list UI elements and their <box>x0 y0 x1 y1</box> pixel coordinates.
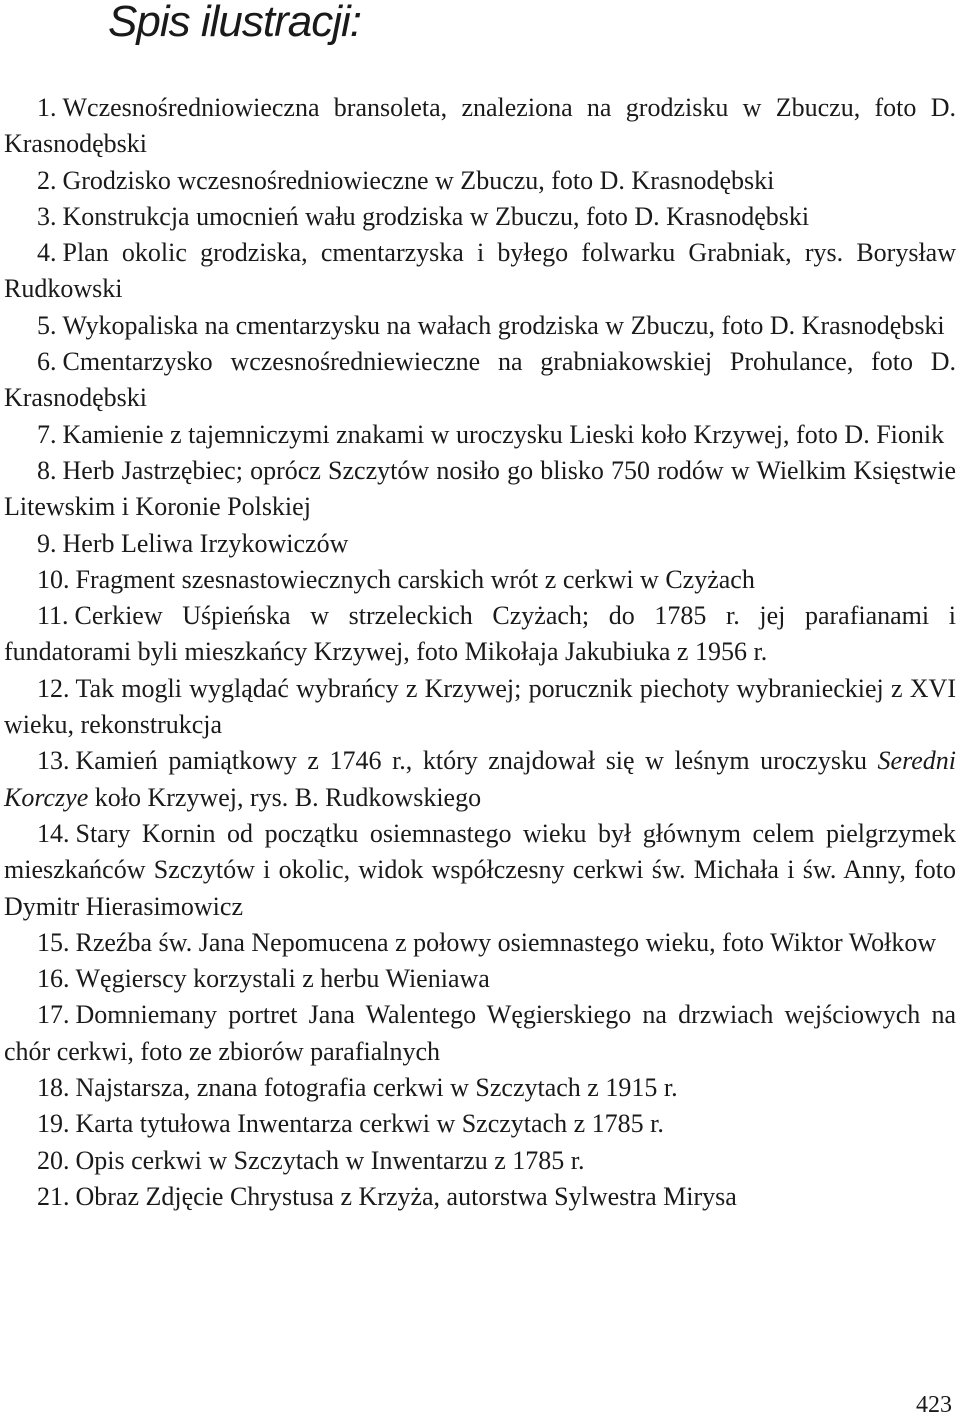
list-item <box>4 90 956 163</box>
item-number: 10. <box>37 564 70 594</box>
item-number: 4. <box>37 238 57 268</box>
item-number: 21. <box>37 1181 70 1211</box>
item-text-after: koło Krzywej, rys. B. Rudkowskiego <box>88 782 482 812</box>
list-item <box>4 235 956 308</box>
item-number: 9. <box>37 528 57 558</box>
list-item <box>4 526 956 562</box>
item-number: 5. <box>37 310 57 340</box>
item-text: Stary Kornin od początku osiemnastego wieku był głównym celem pielgrzymek mieszkańców Szczytów i okolic, widok współczesny cerkwi św. Michała i św. Anny, foto Dymitr Hierasimowicz <box>4 818 956 921</box>
list-item <box>4 671 956 744</box>
list-item <box>4 344 956 417</box>
list-item <box>4 163 956 199</box>
item-text: Najstarsza, znana fotografia cerkwi w Szczytach z 1915 r. <box>75 1073 678 1103</box>
item-number: 12. <box>37 673 70 703</box>
item-text: Plan okolic grodziska, cmentarzyska i byłego folwarku Grabniak, rys. Borysław Rudkowski <box>4 238 956 304</box>
item-text: Kamień pamiątkowy z 1746 r., który znajdował się w leśnym uroczysku <box>75 746 878 776</box>
item-number: 17. <box>37 1000 70 1030</box>
item-number: 6. <box>37 347 57 377</box>
item-text: Grodzisko wczesnośredniowieczne w Zbuczu, foto D. Krasnodębski <box>62 165 775 195</box>
item-number: 14. <box>37 818 70 848</box>
list-item <box>4 1070 956 1106</box>
item-number: 1. <box>37 93 57 122</box>
list-item <box>4 1143 956 1179</box>
item-number: 15. <box>37 927 70 957</box>
list-item <box>4 199 956 235</box>
item-number: 8. <box>37 455 57 485</box>
list-item <box>4 598 956 671</box>
illustration-list <box>4 90 956 1215</box>
item-text-italic: Seredni Korczye <box>4 746 956 812</box>
item-text: Cerkiew Uśpieńska w strzeleckich Czyżach; do 1785 r. jej parafianami i fundatorami byli mieszkańcy Krzywej, foto Mikołaja Jakubiuka z 1956 r. <box>4 601 956 667</box>
item-number: 13. <box>37 746 70 776</box>
item-text: Karta tytułowa Inwentarza cerkwi w Szczytach z 1785 r. <box>75 1109 664 1139</box>
item-text: Wykopaliska na cmentarzysku na wałach grodziska w Zbuczu, foto D. Krasnodębski <box>62 310 945 340</box>
item-text: Opis cerkwi w Szczytach w Inwentarzu z 1785 r. <box>75 1145 585 1175</box>
item-number: 19. <box>37 1109 70 1139</box>
list-item <box>4 816 956 925</box>
item-text: Herb Leliwa Irzykowiczów <box>62 528 349 558</box>
list-item <box>4 417 956 453</box>
item-number: 11. <box>37 601 69 631</box>
item-text: Cmentarzysko wczesnośredniewieczne na grabniakowskiej Prohulance, foto D. Krasnodębski <box>4 347 956 413</box>
list-item <box>4 1179 956 1215</box>
list-item <box>4 453 956 526</box>
list-item <box>4 925 956 961</box>
item-text: Węgierscy korzystali z herbu Wieniawa <box>75 964 490 994</box>
item-text: Konstrukcja umocnień wału grodziska w Zbuczu, foto D. Krasnodębski <box>62 201 810 231</box>
item-number: 7. <box>37 419 57 449</box>
item-text: Domniemany portret Jana Walentego Węgierskiego na drzwiach wejściowych na chór cerkwi, foto ze zbiorów parafialnych <box>4 1000 956 1066</box>
item-text: Fragment szesnastowiecznych carskich wrót z cerkwi w Czyżach <box>75 564 755 594</box>
item-number: 20. <box>37 1145 70 1175</box>
item-number: 3. <box>37 201 57 231</box>
item-text: Wczesnośredniowieczna bransoleta, znaleziona na grodzisku w Zbuczu, foto D. Krasnodębski <box>4 93 956 159</box>
item-text: Obraz Zdjęcie Chrystusa z Krzyża, autorstwa Sylwestra Mirysa <box>75 1181 737 1211</box>
item-text: Kamienie z tajemniczymi znakami w uroczysku Lieski koło Krzywej, foto D. Fionik <box>62 419 945 449</box>
item-number: 2. <box>37 165 57 195</box>
item-text: Rzeźba św. Jana Nepomucena z połowy osiemnastego wieku, foto Wiktor Wołkow <box>75 927 937 957</box>
item-text: Tak mogli wyglądać wybrańcy z Krzywej; porucznik piechoty wybranieckiej z XVI wieku, rekonstrukcja <box>4 673 956 740</box>
page-number: 423 <box>916 1392 952 1418</box>
list-item <box>4 961 956 997</box>
list-item <box>4 1106 956 1142</box>
list-item <box>4 562 956 598</box>
list-item <box>4 743 956 816</box>
item-text: Herb Jastrzębiec; oprócz Szczytów nosiło go blisko 750 rodów w Wielkim Księstwie Litewskim i Koronie Polskiej <box>4 455 956 522</box>
list-item <box>4 997 956 1070</box>
list-item <box>4 308 956 344</box>
item-number: 16. <box>37 964 70 994</box>
item-number: 18. <box>37 1073 70 1103</box>
page-title: Spis ilustracji: <box>108 0 361 46</box>
